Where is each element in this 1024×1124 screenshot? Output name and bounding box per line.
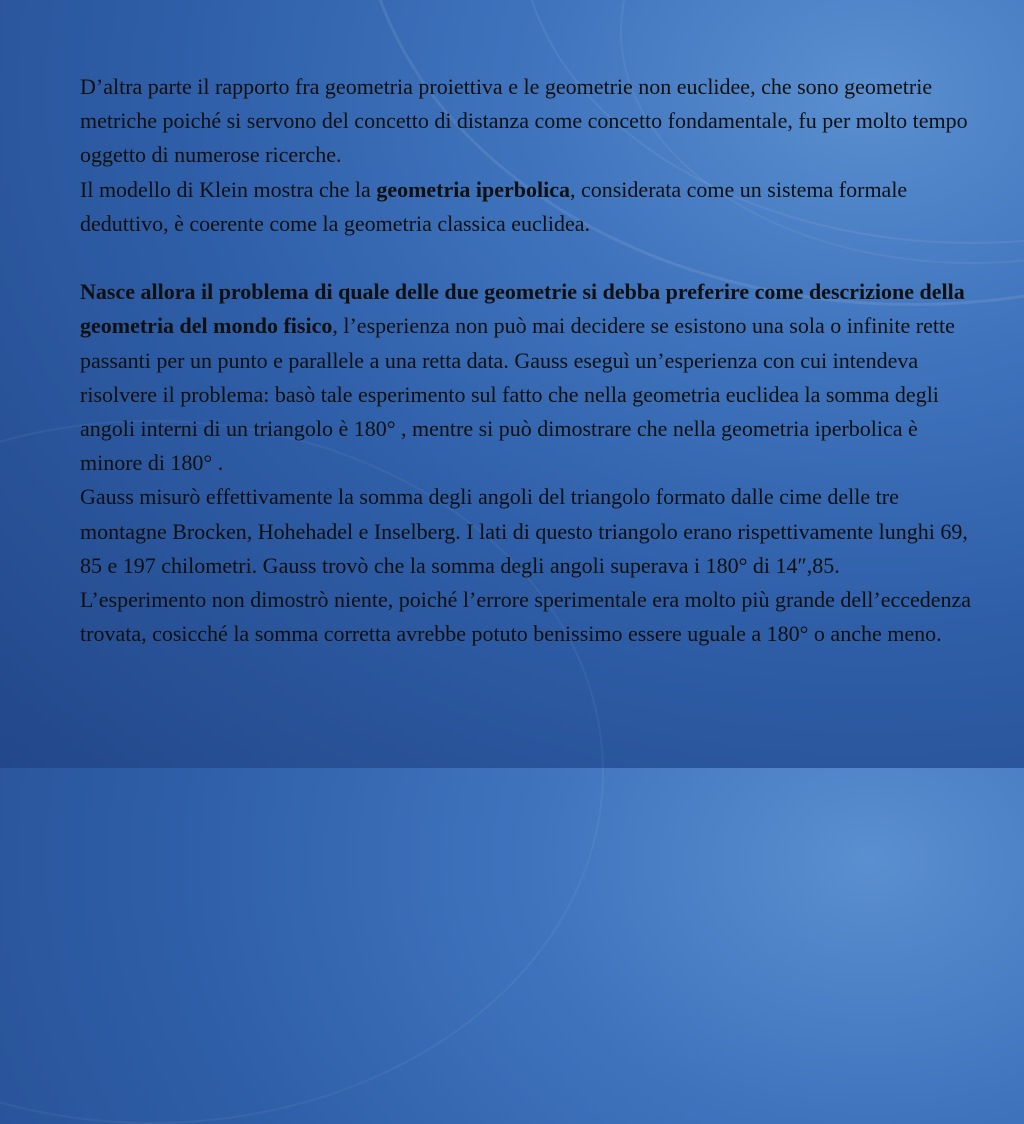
paragraph-klein-model (80, 173, 980, 241)
paragraph-spacer (80, 241, 980, 275)
hyperbolic-geometry-term: geometria iperbolica (376, 176, 570, 202)
paragraph-problem (80, 275, 980, 480)
problem-text: , l’esperienza non può mai decidere se esistono una sola o infinite rette passanti per un punto e parallele a una retta data. Gauss eseguì un’esperienza con cui intendeva risolvere il problema: basò tale esperimento sul fatto che nella geometria euclidea la somma degli angoli interni di un triangolo è 180° , mentre si può dimostrare che nella geometria iperbolica è minore di 180° . (80, 313, 955, 476)
paragraph-conclusion: L’esperimento non dimostrò niente, poiché l’errore sperimentale era molto più grande dell’eccedenza trovata, cosicché la somma corretta avrebbe potuto benissimo essere uguale a 180° o anche meno. (80, 587, 972, 647)
klein-text-end: , considerata come un sistema formale deduttivo, è coerente come la geometria classica euclidea. (80, 176, 908, 236)
problem-statement: Nasce allora il problema di quale delle due geometrie si debba preferire come descrizione della geometria del mondo fisico (80, 279, 965, 339)
paragraph-projective-geometry: D’altra parte il rapporto fra geometria proiettiva e le geometrie non euclidee, che sono geometrie metriche poiché si servono del concetto di distanza come concetto fondamentale, fu per molto tempo oggetto di numerose ricerche. (80, 74, 968, 168)
paragraph-gauss-measurement: Gauss misurò effettivamente la somma degli angoli del triangolo formato dalle cime delle tre montagne Brocken, Hohehadel e Inselberg. I lati di questo triangolo erano rispettivamente lunghi 69, 85 e 197 chilometri. Gauss trovò che la somma degli angoli superava i 180° di 14″,85. (80, 484, 968, 578)
klein-text-start: Il modello di Klein mostra che la (80, 176, 377, 202)
slide-body (80, 70, 980, 651)
